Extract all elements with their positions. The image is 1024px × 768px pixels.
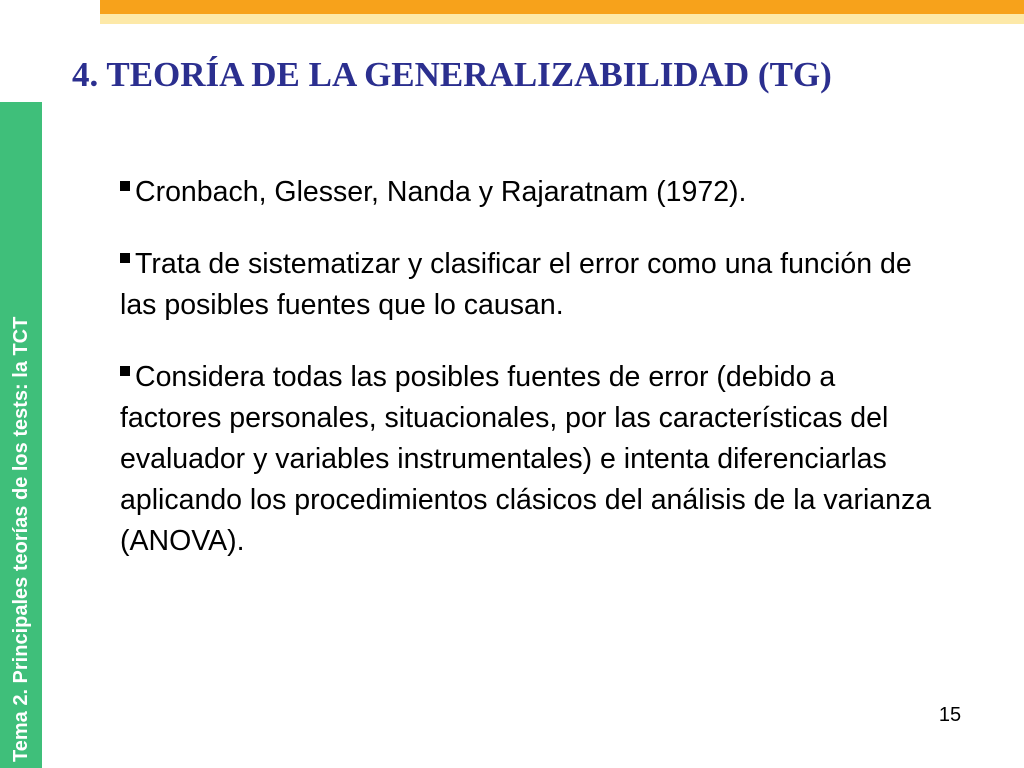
bullet-text: Trata de sistematizar y clasificar el error como una función de las posibles fuentes que lo causan.: [120, 248, 912, 321]
top-decorative-bar-light: [100, 14, 1024, 24]
bullet-item: [120, 244, 940, 326]
bullet-item: [120, 172, 940, 213]
top-decorative-bar: [100, 0, 1024, 14]
slide-title: 4. TEORÍA DE LA GENERALIZABILIDAD (TG): [72, 55, 832, 94]
bullet-list: [120, 172, 940, 593]
square-bullet-icon: [120, 253, 130, 263]
square-bullet-icon: [120, 181, 130, 191]
bullet-item: [120, 357, 940, 562]
bullet-text: Cronbach, Glesser, Nanda y Rajaratnam (1972).: [135, 176, 747, 208]
page-number: 15: [938, 704, 962, 726]
sidebar-label: Tema 2. Principales teorías de los tests: la TCT: [10, 316, 32, 762]
square-bullet-icon: [120, 366, 130, 376]
bullet-text: Considera todas las posibles fuentes de error (debido a factores personales, situacionales, por las características del evaluador y variables instrumentales) e intenta diferenciarlas aplicando los procedimientos clásicos del análisis de la varianza (ANOVA).: [120, 361, 932, 557]
